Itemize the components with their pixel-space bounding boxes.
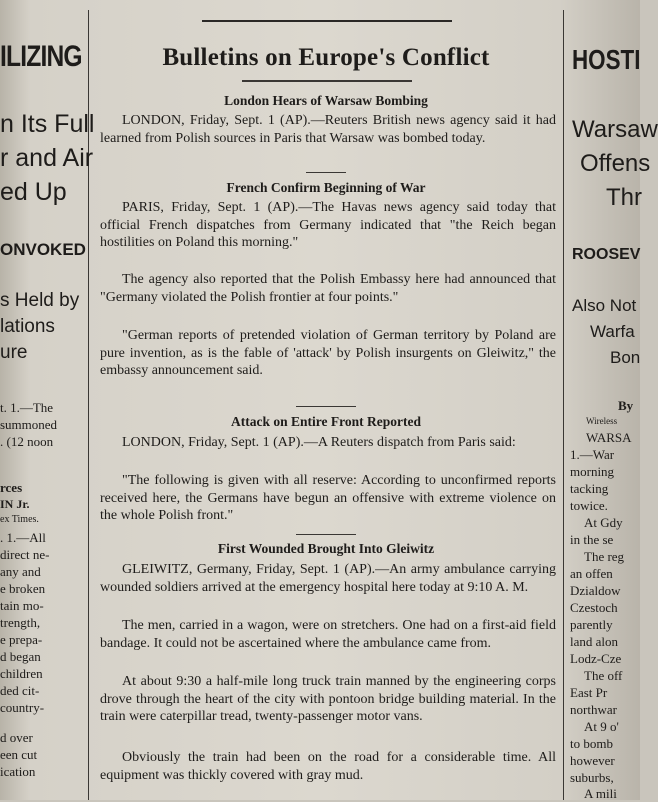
- left-headline-line: r and Air: [0, 144, 94, 172]
- right-text-line: Wireless: [586, 416, 618, 426]
- top-rule: [202, 20, 452, 22]
- right-headline-line: Thr: [606, 184, 642, 211]
- right-headline-line: Warsaw: [572, 116, 658, 143]
- right-subhead-line: Also Not: [572, 296, 637, 315]
- left-text-line: direct ne-: [0, 547, 50, 562]
- left-text-line: children: [0, 666, 43, 681]
- left-headline-line: n Its Full: [0, 110, 95, 138]
- right-text-line: WARSA: [586, 430, 632, 445]
- right-text-line: The reg: [584, 549, 625, 564]
- right-text-line: The off: [584, 668, 623, 683]
- story-paragraph: The men, carried in a wagon, were on stretchers. One had on a first-aid field bandage. It could not be ascertained where the ambulance came from.: [100, 618, 556, 651]
- story-paragraph: LONDON, Friday, Sept. 1 (AP).—A Reuters dispatch from Paris said:: [122, 435, 516, 450]
- main-headline: Bulletins on Europe's Conflict: [162, 44, 490, 71]
- left-text-line: IN Jr.: [0, 497, 30, 511]
- left-headline-line: ed Up: [0, 178, 67, 206]
- story-paragraph: The agency also reported that the Polish Embassy here had announced that "Germany violated the Polish frontier at four points.": [100, 272, 556, 305]
- right-subhead-line: Warfa: [590, 322, 635, 341]
- right-text-line: towice.: [570, 498, 608, 513]
- right-text-line: By: [618, 398, 634, 413]
- right-text-line: northwar: [570, 702, 617, 717]
- story-head: First Wounded Brought Into Gleiwitz: [217, 541, 435, 556]
- left-text-line: d over: [0, 730, 33, 745]
- left-subhead-line: ure: [0, 342, 28, 363]
- left-text-line: d began: [0, 649, 41, 664]
- left-text-line: trength,: [0, 615, 41, 630]
- left-text-line: e broken: [0, 581, 46, 596]
- left-text-line: country-: [0, 700, 45, 715]
- bulletins-column: [92, 0, 560, 800]
- right-text-line: an offen: [570, 566, 613, 581]
- right-headline-line: HOSTI: [572, 44, 641, 75]
- left-column: [0, 0, 95, 800]
- column-rule-right: [563, 10, 564, 800]
- right-text-line: parently: [570, 617, 613, 632]
- story-divider: [296, 534, 356, 535]
- left-text-line: . 1.—All: [0, 530, 46, 545]
- right-text-line: Dzialdow: [570, 583, 621, 598]
- story-head: French Confirm Beginning of War: [226, 180, 426, 195]
- left-text-line: ded cit-: [0, 683, 40, 698]
- left-headline-line: ILIZING: [0, 40, 82, 73]
- left-text-line: rces: [0, 480, 23, 495]
- right-text-line: however: [570, 753, 615, 768]
- left-text-line: . (12 noon: [0, 434, 54, 449]
- left-text-line: tain mo-: [0, 598, 44, 613]
- right-text-line: in the se: [570, 532, 614, 547]
- left-text-line: een cut: [0, 747, 38, 762]
- story-divider: [296, 406, 356, 407]
- story-paragraph: PARIS, Friday, Sept. 1 (AP).—The Havas news agency said today that official French dispatches from Germany indicated that "the Reich began hostilities on Poland this morning.": [100, 200, 556, 251]
- story-paragraph: At about 9:30 a half-mile long truck train manned by the engineering corps drove through the heart of the city with pontoon bridge building material. In the train were caterpillar tread, twenty-passenger motor vans.: [100, 674, 556, 725]
- headline-rule: [242, 80, 412, 82]
- left-text-line: any and: [0, 564, 41, 579]
- right-column: [566, 0, 658, 801]
- story-paragraph: "The following is given with all reserve: According to unconfirmed reports received here, the Germans have begun an offensive with extreme violence on the whole Polish front.": [100, 473, 556, 524]
- story-paragraph: "German reports of pretended violation of German territory by Poland are pure invention, as is the fable of 'attack' by Polish insurgents on Gleiwitz," the embassy announcement said.: [100, 328, 556, 379]
- left-text-line: t. 1.—The: [0, 400, 54, 415]
- left-subhead-line: lations: [0, 316, 55, 337]
- story-head: London Hears of Warsaw Bombing: [224, 93, 428, 108]
- right-headline-line: Offens: [580, 150, 651, 177]
- right-text-line: At Gdy: [584, 515, 623, 530]
- story-divider: [306, 172, 346, 173]
- right-text-line: A mili: [584, 786, 617, 801]
- right-text-line: suburbs,: [570, 770, 614, 785]
- story-paragraph: GLEIWITZ, Germany, Friday, Sept. 1 (AP).—An army ambulance carrying wounded soldiers arrived at the emergency hospital here today at 9:10 A. M.: [100, 562, 556, 595]
- left-text-line: summoned: [0, 417, 58, 432]
- right-text-line: East Pr: [570, 685, 608, 700]
- right-subhead-line: Bon: [610, 348, 641, 367]
- right-text-line: Czestoch: [570, 600, 618, 615]
- left-text-line: ex Times.: [0, 514, 39, 525]
- right-text-line: tacking: [570, 481, 609, 496]
- left-subhead-line: s Held by: [0, 290, 80, 311]
- right-text-line: land alon: [570, 634, 619, 649]
- right-text-line: At 9 o': [584, 719, 619, 734]
- right-text-line: to bomb: [570, 736, 613, 751]
- left-subhead-line: ONVOKED: [0, 240, 86, 259]
- story-paragraph: Obviously the train had been on the road for a considerable time. All equipment was thickly covered with gray mud.: [100, 750, 556, 783]
- right-subhead-line: ROOSEV: [572, 246, 641, 263]
- left-text-line: ication: [0, 764, 36, 779]
- story-paragraph: LONDON, Friday, Sept. 1 (AP).—Reuters British news agency said it had learned from Polish sources in Paris that Warsaw was bombed today.: [100, 113, 556, 146]
- right-text-line: Lodz-Cze: [570, 651, 622, 666]
- left-text-line: e prepa-: [0, 632, 43, 647]
- right-text-line: 1.—War: [570, 447, 615, 462]
- right-text-line: morning: [570, 464, 615, 479]
- story-head: Attack on Entire Front Reported: [231, 414, 421, 429]
